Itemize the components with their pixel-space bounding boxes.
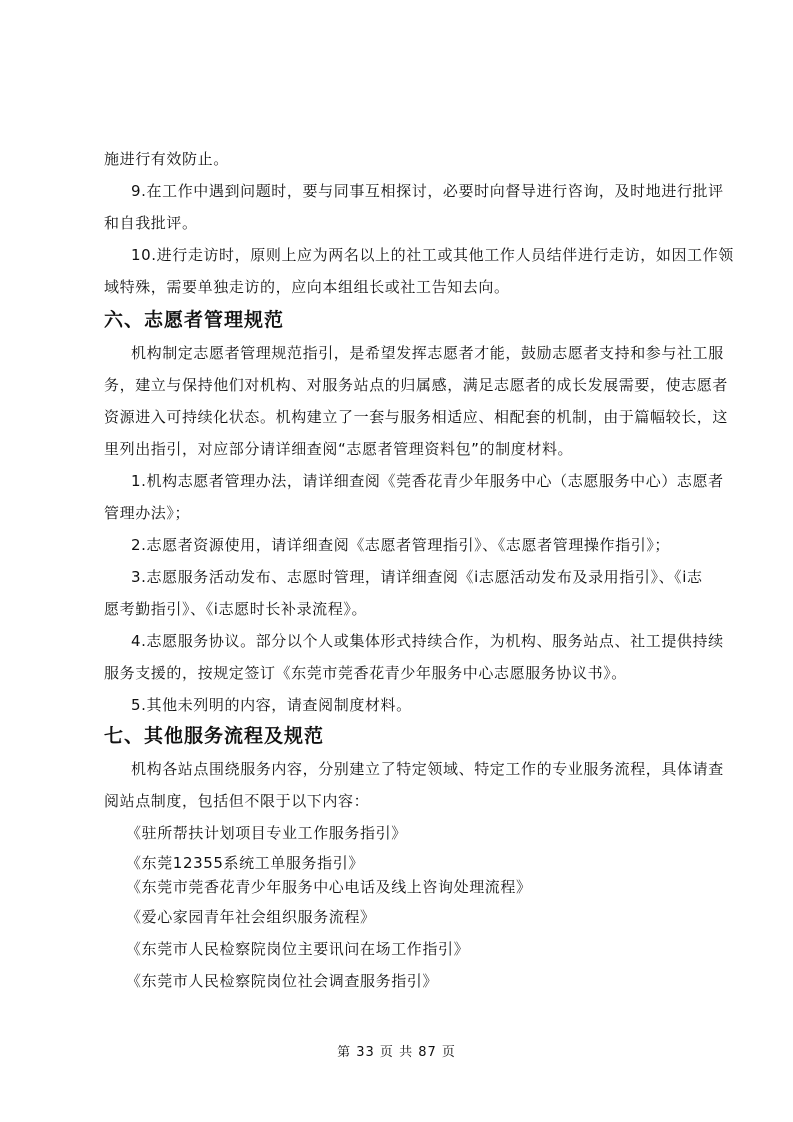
list-item: 《爱心家园青年社会组织服务流程》 xyxy=(126,908,376,926)
list-item: 《东莞市人民检察院岗位主要讯问在场工作指引》 xyxy=(126,940,470,958)
paragraph-line: 域特殊，需要单独走访的，应向本组组长或社工告知去向。 xyxy=(104,278,510,296)
paragraph-line: 10.进行走访时，原则上应为两名以上的社工或其他工作人员结伴进行走访，如因工作领 xyxy=(131,246,734,264)
list-item: 《东莞12355系统工单服务指引》 xyxy=(126,854,364,872)
paragraph-line: 4.志愿服务协议。部分以个人或集体形式持续合作，为机构、服务站点、社工提供持续 xyxy=(131,632,724,650)
paragraph-line: 愿考勤指引》、《i志愿时长补录流程》。 xyxy=(104,600,368,618)
section-heading-volunteer: 六、志愿者管理规范 xyxy=(104,309,285,331)
list-item: 《东莞市莞香花青少年服务中心电话及线上咨询处理流程》 xyxy=(126,878,532,896)
paragraph-line: 服务支援的，按规定签订《东莞市莞香花青少年服务中心志愿服务协议书》。 xyxy=(104,664,627,682)
paragraph-line: 机构各站点围绕服务内容，分别建立了特定领域、特定工作的专业服务流程，具体请查 xyxy=(131,760,724,778)
list-item: 《东莞市人民检察院岗位社会调查服务指引》 xyxy=(126,972,439,990)
list-item: 《驻所帮扶计划项目专业工作服务指引》 xyxy=(126,824,407,842)
paragraph-line: 管理办法》； xyxy=(104,504,191,522)
paragraph-line: 9.在工作中遇到问题时，要与同事互相探讨，必要时向督导进行咨询，及时地进行批评 xyxy=(131,182,724,200)
paragraph-line: 5.其他未列明的内容，请查阅制度材料。 xyxy=(131,696,412,714)
page-number-footer: 第 33 页 共 87 页 xyxy=(337,1045,456,1060)
paragraph-line: 里列出指引，对应部分请详细查阅“志愿者管理资料包”的制度材料。 xyxy=(104,440,574,458)
paragraph-line: 施进行有效防止。 xyxy=(104,150,229,168)
paragraph-line: 和自我批评。 xyxy=(104,214,198,232)
paragraph-line: 务，建立与保持他们对机构、对服务站点的归属感，满足志愿者的成长发展需要，使志愿者 xyxy=(104,376,729,394)
paragraph-line: 3.志愿服务活动发布、志愿时管理，请详细查阅《i志愿活动发布及录用指引》、《i志 xyxy=(131,568,703,586)
section-heading-other-services: 七、其他服务流程及规范 xyxy=(104,725,325,747)
paragraph-line: 阅站点制度，包括但不限于以下内容： xyxy=(104,792,370,810)
paragraph-line: 1.机构志愿者管理办法，请详细查阅《莞香花青少年服务中心（志愿服务中心）志愿者 xyxy=(131,472,724,490)
paragraph-line: 机构制定志愿者管理规范指引，是希望发挥志愿者才能，鼓励志愿者支持和参与社工服 xyxy=(131,344,724,362)
paragraph-line: 2.志愿者资源使用，请详细查阅《志愿者管理指引》、《志愿者管理操作指引》； xyxy=(131,536,671,554)
paragraph-line: 资源进入可持续化状态。机构建立了一套与服务相适应、相配套的机制，由于篇幅较长，这 xyxy=(104,408,729,426)
